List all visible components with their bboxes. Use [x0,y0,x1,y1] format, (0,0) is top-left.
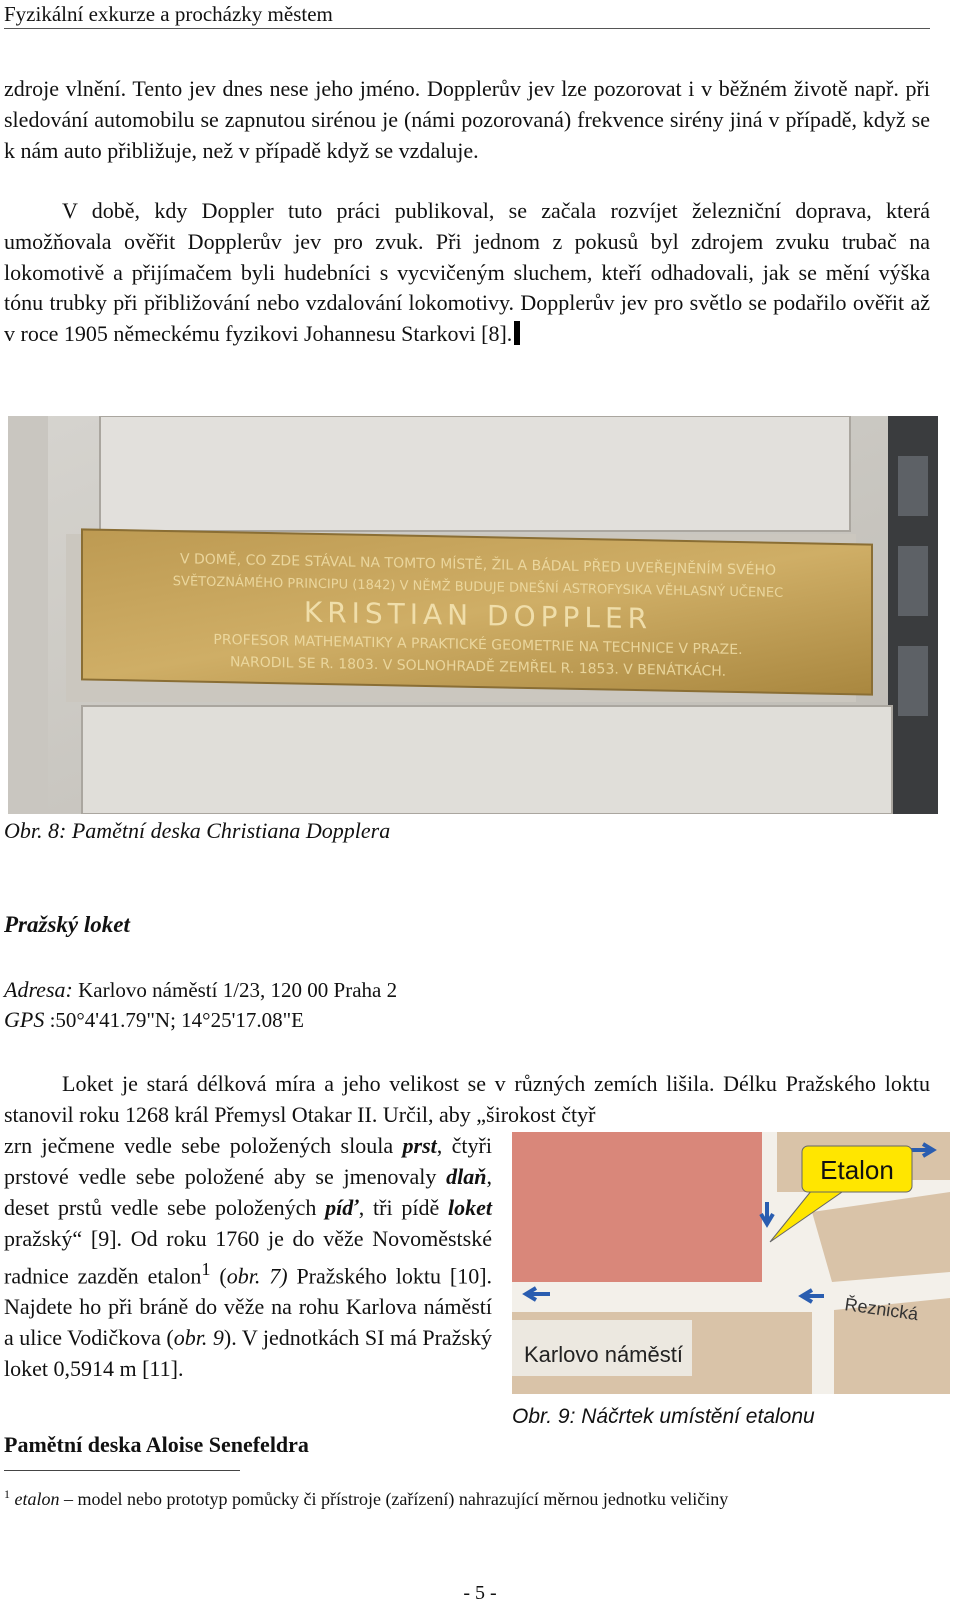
figure-ref-9: obr. 9 [173,1325,224,1351]
map-etalon-label: Etalon [820,1155,894,1185]
figure-ref-7: obr. 7) [226,1263,288,1289]
running-header [4,0,930,29]
plaque-line-5: NARODIL SE R. 1803. V SOLNOHRADĚ ZEMŘEL R. 1853. V BENÁTKÁCH. [229,654,727,680]
text: , deset prstů vedle sebe položených [4,1164,492,1220]
plaque-line-3: KRISTIAN DOPPLER [303,595,653,636]
term-prst: prst [402,1133,437,1158]
figure-8-caption: Obr. 8: Pamětní deska Christiana Dopplera [4,818,391,843]
map-street-label: Řeznická [843,1294,920,1325]
plaque-line-1: V DOMĚ, CO ZDE STÁVAL NA TOMTO MÍSTĚ, ŽIL A BÁDAL PŘED UVEŘEJNĚNÍM SVÉHO [179,551,777,579]
footnote-divider [4,1470,240,1471]
text: ( [210,1263,227,1289]
footnote-ref[interactable]: 1 [201,1259,211,1279]
text: , tři pídě [358,1195,448,1220]
etalon-location-map [512,1132,950,1394]
term-pid: píď [325,1195,359,1220]
text: pražský“ [9]. Od roku 1760 je do věže Novoměstské radnice zazděn etalon [4,1226,492,1289]
text-cursor-icon [514,321,520,345]
plaque-line-2: SVĚTOZNÁMÉHO PRINCIPU (1842) V NĚMŽ BUDUJE DNEŠNÍ ASTROFYSIKA VĚHLASNÝ UČENEC [172,574,784,601]
gps-value: :50°4'41.79"N; 14°25'17.08"E [44,1008,304,1032]
address-label: Adresa: [4,977,73,1002]
term-dlan: dlaň [446,1164,487,1189]
paragraph-doppler-effect: zdroje vlnění. Tento jev dnes nese jeho jméno. Dopplerův jev lze pozorovat i v běžném životě např. při sledování automobilu se zapnutou sirénou je (námi pozorovaná) frekvence sirény jiná v případě, když se k nám auto přibližuje, než v případě když se vzdaluje. [4,76,930,163]
page-number: - 5 - [463,1582,497,1604]
address-value: Karlovo náměstí 1/23, 120 00 Praha 2 [72,978,398,1002]
gps-line [4,1006,304,1034]
footnote-text: – model nebo prototyp pomůcky či přístroje (zařízení) nahrazující měrnou jednotku veličiny [59,1489,729,1509]
map-square-label: Karlovo náměstí [524,1342,683,1367]
paragraph-railway-text: V době, kdy Doppler tuto práci publikoval, se začala rozvíjet železniční doprava, která umožňovala ověřit Dopplerův jev pro zvuk. Při jednom z pokusů byl zdrojem zvuku trubač na lokomotivě a přijímačem byli hudebníci s vycvičeným sluchem, kteří odhadovali, jak se mění výška tónu trubky při přibližování nebo vzdalování lokomotivy. Dopplerův jev pro světlo se podařilo ověřit až v roce 1905 německému fyzikovi Johannesu Starkovi [8]. [4,198,930,347]
footnote-number: 1 [4,1487,10,1501]
plaque-line-4: PROFESOR MATHEMATIKY A PRAKTICKÉ GEOMETRIE NA TECHNICE V PRAZE. [213,631,743,659]
text: Pražského loktu [10]. Najdete ho při bráně do věže na rohu Karlova náměstí a ulice Vodičkova ( [4,1263,493,1351]
text: zrn ječmene vedle sebe položených sloula [4,1133,403,1158]
paragraph-loket-definition [4,1130,492,1384]
term-loket: loket [448,1195,492,1220]
gps-label: GPS [4,1007,45,1032]
running-header-title: Fyzikální exkurze a procházky městem [4,2,333,26]
figure-9-caption: Obr. 9: Náčrtek umístění etalonu [512,1405,815,1428]
section-title: Pražský loket [4,912,130,937]
text: , čtyři prstové vedle sebe položené aby se jmenovaly [4,1133,492,1189]
footnote [4,1482,728,1511]
footnote-term: etalon [14,1489,60,1509]
text: ). V jednotkách SI má Pražský loket 0,5914 m [11]. [4,1325,493,1382]
paragraph-railway [4,196,930,350]
next-section-heading: Pamětní deska Aloise Senefeldra [4,1432,309,1457]
address-line [4,976,397,1004]
paragraph-loket-intro: Loket je stará délková míra a jeho velikost se v různých zemích lišila. Délku Pražského loktu stanovil roku 1268 král Přemysl Otakar II. Určil, aby „širokost čtyř [4,1071,930,1127]
doppler-plaque-photo [8,416,938,814]
